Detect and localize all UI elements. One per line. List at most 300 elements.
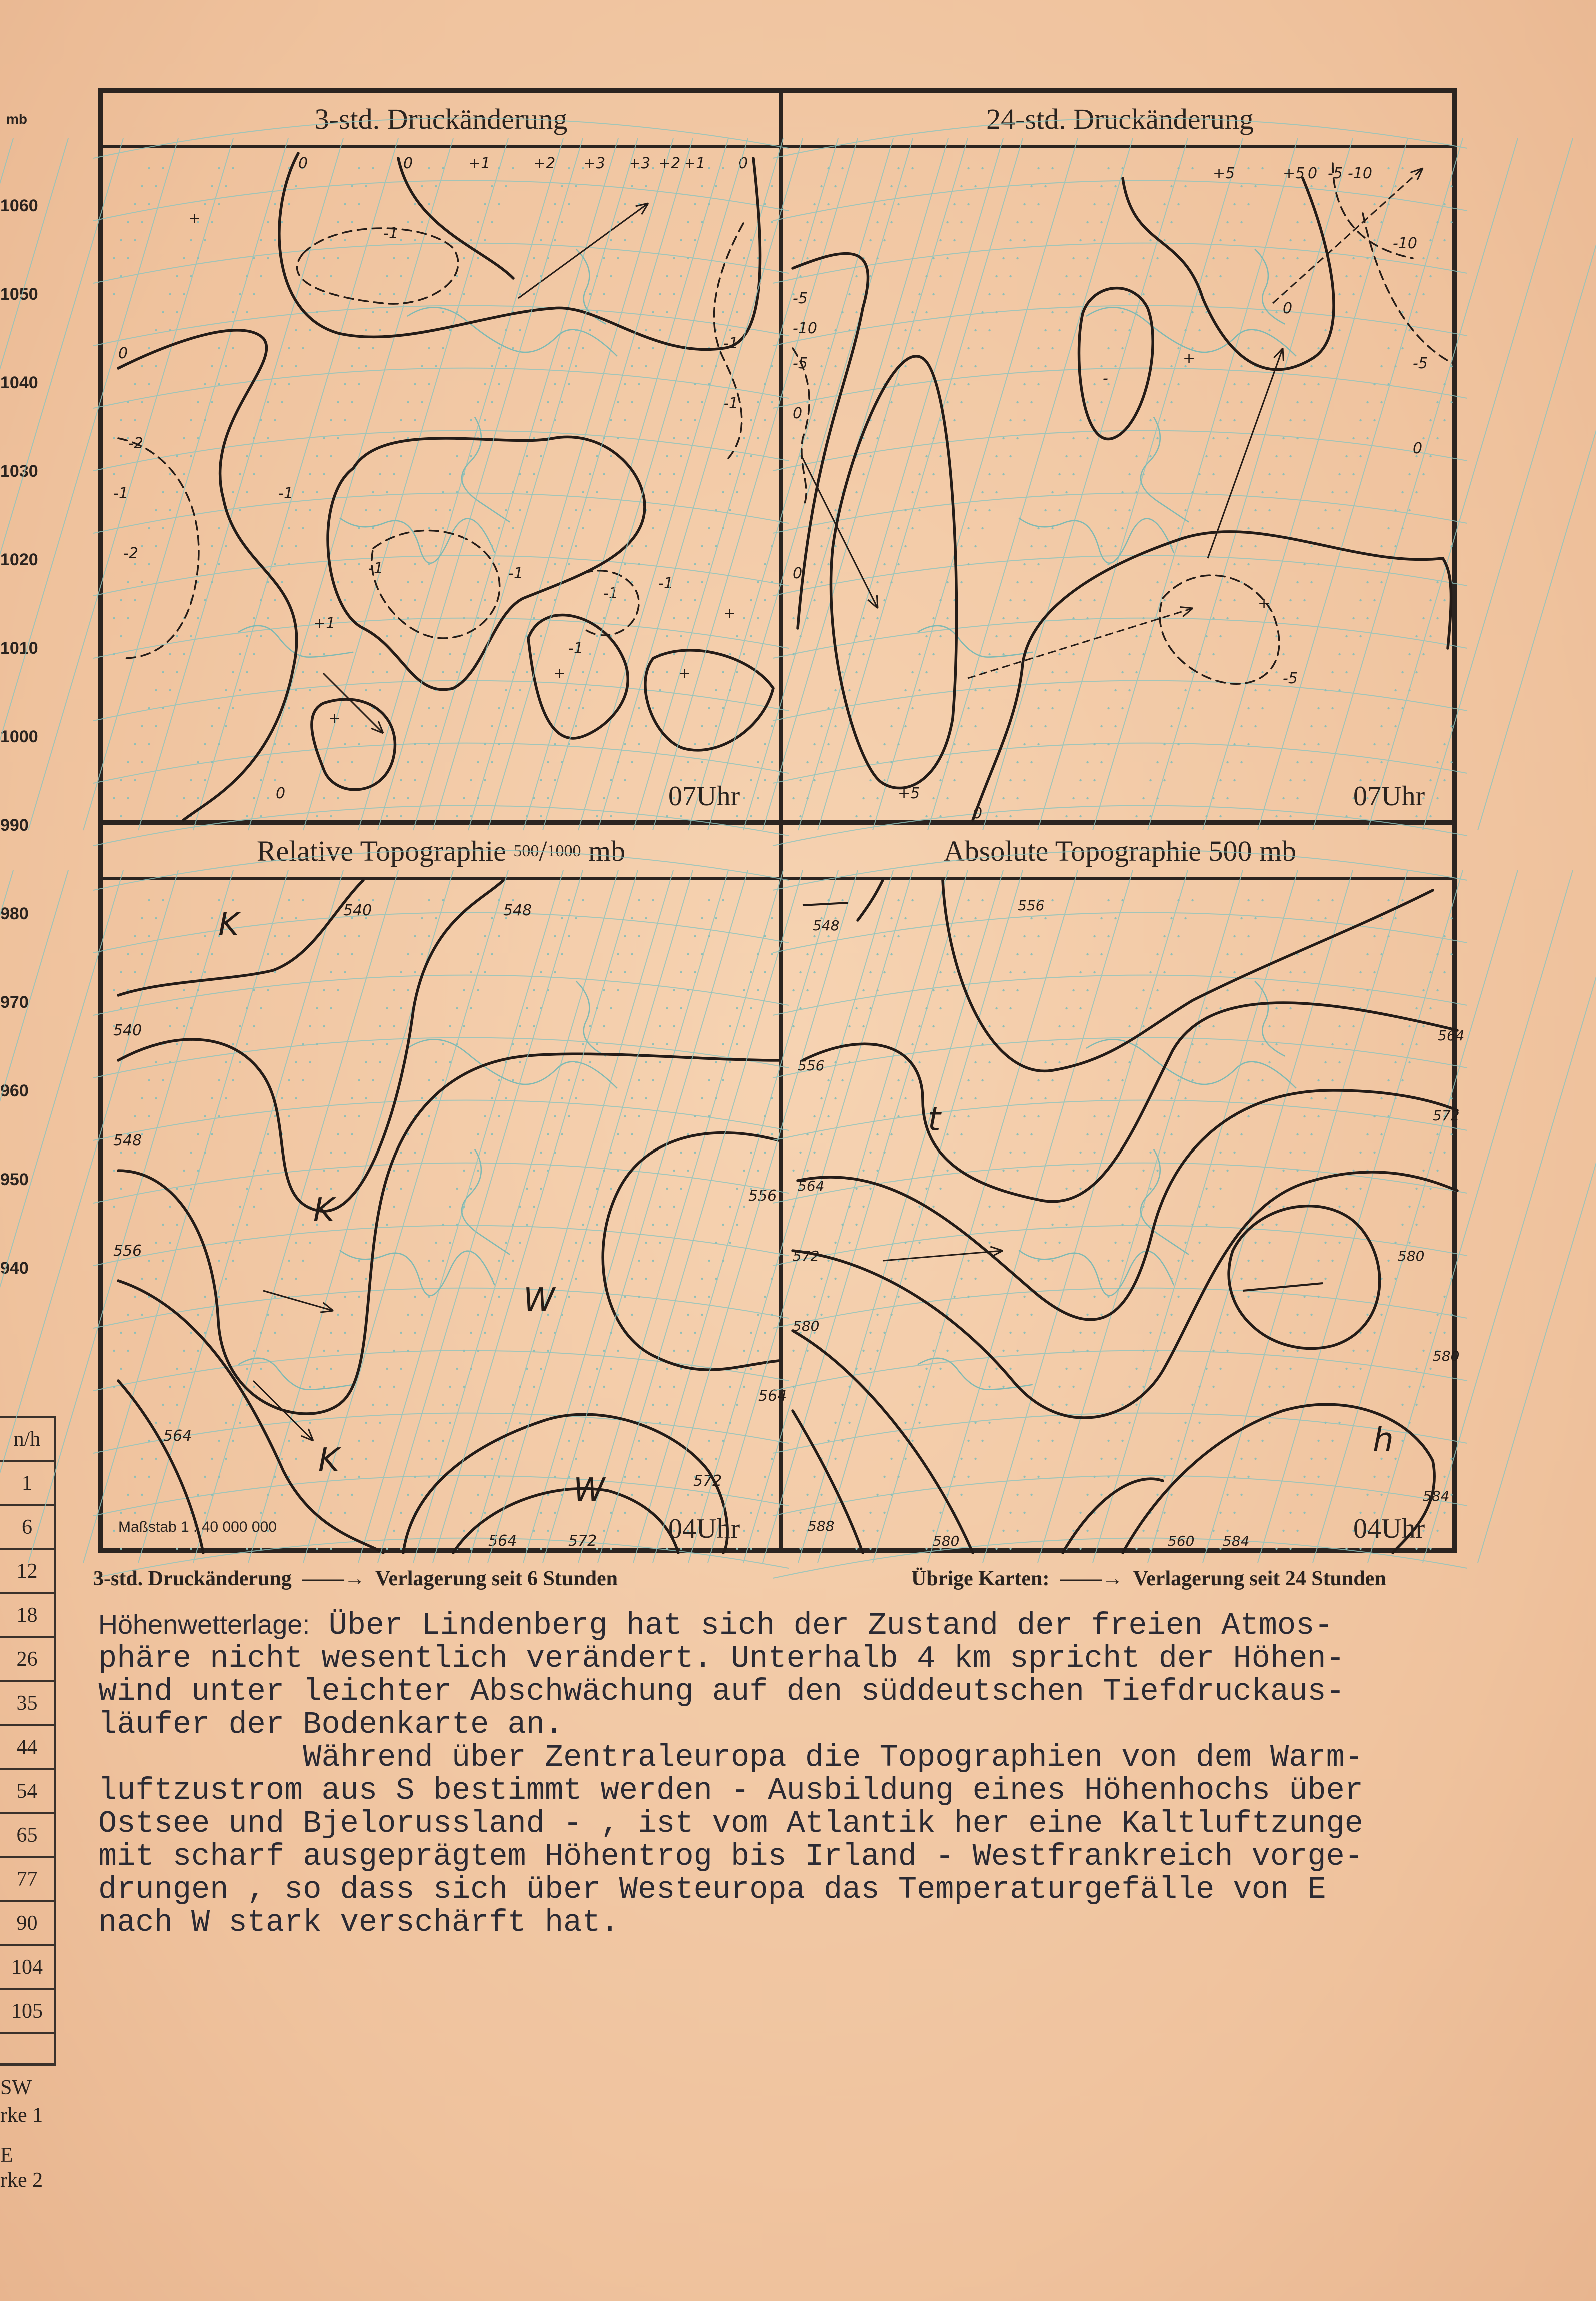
station-dot bbox=[1191, 671, 1193, 673]
station-dot bbox=[883, 203, 885, 205]
station-dot bbox=[281, 185, 283, 187]
station-dot bbox=[1002, 1206, 1004, 1208]
contour-label: -5 bbox=[1328, 165, 1343, 182]
station-dot bbox=[1429, 779, 1431, 781]
station-dot bbox=[792, 1386, 794, 1388]
station-dot bbox=[316, 491, 318, 493]
station-dot bbox=[715, 365, 717, 367]
station-dot bbox=[925, 1368, 927, 1370]
station-dot bbox=[393, 437, 395, 439]
station-dot bbox=[379, 689, 381, 691]
station-dot bbox=[890, 917, 892, 919]
contour-label: -1 bbox=[723, 395, 738, 412]
station-dot bbox=[764, 1476, 766, 1478]
meridian-line bbox=[1258, 138, 1463, 830]
station-dot bbox=[421, 953, 423, 955]
station-dot bbox=[771, 917, 773, 919]
station-dot bbox=[1107, 1260, 1109, 1262]
station-dot bbox=[547, 221, 549, 223]
station-dot bbox=[974, 725, 976, 727]
station-dot bbox=[1394, 509, 1396, 511]
displacement-arrow bbox=[883, 1251, 1003, 1261]
station-dot bbox=[1065, 275, 1067, 277]
station-dot bbox=[449, 473, 451, 475]
station-dot bbox=[1303, 599, 1305, 601]
station-dot bbox=[386, 1404, 388, 1406]
map-svg bbox=[103, 148, 779, 820]
wind-table-cell: 1 bbox=[0, 1462, 54, 1506]
meridian-line bbox=[413, 870, 618, 1563]
station-dot bbox=[190, 1188, 192, 1190]
station-dot bbox=[463, 1386, 465, 1388]
station-dot bbox=[1247, 167, 1249, 169]
station-dot bbox=[260, 635, 262, 637]
station-dot bbox=[309, 1242, 311, 1244]
station-dot bbox=[540, 1368, 542, 1370]
station-dot bbox=[1205, 815, 1207, 817]
station-dot bbox=[722, 707, 724, 709]
station-dot bbox=[1030, 1278, 1032, 1280]
station-dot bbox=[1093, 383, 1095, 385]
station-dot bbox=[155, 689, 157, 691]
station-dot bbox=[764, 203, 766, 205]
station-dot bbox=[372, 1404, 374, 1406]
station-dot bbox=[442, 1440, 444, 1442]
station-dot bbox=[1254, 1061, 1256, 1063]
station-dot bbox=[1289, 275, 1291, 277]
station-dot bbox=[1093, 971, 1095, 973]
station-dot bbox=[1023, 1332, 1025, 1334]
station-dot bbox=[295, 545, 297, 547]
station-dot bbox=[274, 971, 276, 973]
station-dot bbox=[1212, 653, 1214, 655]
station-dot bbox=[491, 401, 493, 403]
station-dot bbox=[225, 689, 227, 691]
station-dot bbox=[617, 1314, 619, 1316]
station-dot bbox=[400, 455, 402, 457]
station-dot bbox=[1184, 1422, 1186, 1424]
station-dot bbox=[1149, 971, 1151, 973]
station-dot bbox=[1023, 1476, 1025, 1478]
station-dot bbox=[1261, 671, 1263, 673]
station-dot bbox=[330, 275, 332, 277]
station-dot bbox=[659, 689, 661, 691]
station-dot bbox=[190, 239, 192, 241]
station-dot bbox=[470, 1188, 472, 1190]
station-dot bbox=[1023, 971, 1025, 973]
station-dot bbox=[771, 725, 773, 727]
station-dot bbox=[638, 935, 640, 937]
station-dot bbox=[491, 185, 493, 187]
station-dot bbox=[1030, 725, 1032, 727]
station-dot bbox=[477, 257, 479, 259]
wind-table-cell: 44 bbox=[0, 1726, 54, 1770]
contour-label: -1 bbox=[278, 485, 293, 502]
station-dot bbox=[757, 989, 759, 991]
contour-label: 564 bbox=[798, 1178, 825, 1194]
station-dot bbox=[176, 1188, 178, 1190]
station-dot bbox=[470, 1368, 472, 1370]
station-dot bbox=[568, 563, 570, 565]
station-dot bbox=[1030, 365, 1032, 367]
station-dot bbox=[995, 671, 997, 673]
station-dot bbox=[148, 347, 150, 349]
station-dot bbox=[981, 1440, 983, 1442]
station-dot bbox=[1324, 1422, 1326, 1424]
station-dot bbox=[1331, 707, 1333, 709]
station-dot bbox=[988, 509, 990, 511]
station-dot bbox=[1163, 563, 1165, 565]
station-dot bbox=[848, 1242, 850, 1244]
station-dot bbox=[498, 1115, 500, 1117]
station-dot bbox=[239, 1061, 241, 1063]
station-dot bbox=[939, 815, 941, 817]
station-dot bbox=[113, 1206, 115, 1208]
station-dot bbox=[918, 689, 920, 691]
station-dot bbox=[708, 527, 710, 529]
station-dot bbox=[1254, 185, 1256, 187]
station-dot bbox=[820, 1133, 822, 1135]
station-dot bbox=[512, 899, 514, 901]
station-dot bbox=[1058, 1025, 1060, 1027]
station-dot bbox=[953, 1332, 955, 1334]
station-dot bbox=[330, 1512, 332, 1514]
contour-label: - bbox=[1103, 370, 1108, 387]
station-dot bbox=[428, 383, 430, 385]
station-dot bbox=[1156, 989, 1158, 991]
station-dot bbox=[610, 1152, 612, 1154]
station-dot bbox=[1422, 1386, 1424, 1388]
station-dot bbox=[526, 1043, 528, 1045]
station-dot bbox=[904, 1278, 906, 1280]
station-dot bbox=[1401, 707, 1403, 709]
station-dot bbox=[652, 1043, 654, 1045]
station-dot bbox=[330, 971, 332, 973]
station-dot bbox=[1240, 1133, 1242, 1135]
station-dot bbox=[771, 545, 773, 547]
station-dot bbox=[799, 275, 801, 277]
station-dot bbox=[764, 743, 766, 745]
station-dot bbox=[729, 1242, 731, 1244]
station-dot bbox=[827, 347, 829, 349]
station-dot bbox=[939, 1368, 941, 1370]
station-dot bbox=[218, 1476, 220, 1478]
station-dot bbox=[141, 221, 143, 223]
station-dot bbox=[757, 1350, 759, 1352]
station-dot bbox=[1331, 347, 1333, 349]
station-dot bbox=[484, 1152, 486, 1154]
station-dot bbox=[253, 1386, 255, 1388]
station-dot bbox=[813, 239, 815, 241]
station-dot bbox=[1058, 473, 1060, 475]
station-dot bbox=[582, 707, 584, 709]
station-dot bbox=[1443, 935, 1445, 937]
station-dot bbox=[1289, 971, 1291, 973]
station-dot bbox=[946, 617, 948, 619]
air-mass-marker: K bbox=[318, 1442, 339, 1479]
contour-label: 0 bbox=[298, 155, 308, 172]
station-dot bbox=[540, 599, 542, 601]
station-dot bbox=[449, 293, 451, 295]
station-dot bbox=[575, 725, 577, 727]
station-dot bbox=[1205, 311, 1207, 313]
station-dot bbox=[708, 167, 710, 169]
station-dot bbox=[435, 917, 437, 919]
station-dot bbox=[981, 1260, 983, 1262]
station-dot bbox=[1436, 257, 1438, 259]
station-dot bbox=[1135, 1224, 1137, 1226]
station-dot bbox=[708, 1260, 710, 1262]
station-dot bbox=[281, 545, 283, 547]
station-dot bbox=[372, 491, 374, 493]
station-dot bbox=[1002, 1025, 1004, 1027]
station-dot bbox=[1205, 671, 1207, 673]
station-dot bbox=[1240, 761, 1242, 763]
station-dot bbox=[372, 1440, 374, 1442]
station-dot bbox=[372, 1079, 374, 1081]
station-dot bbox=[1289, 1332, 1291, 1334]
station-dot bbox=[1016, 989, 1018, 991]
station-dot bbox=[1121, 1260, 1123, 1262]
station-dot bbox=[1233, 1152, 1235, 1154]
station-dot bbox=[701, 221, 703, 223]
station-dot bbox=[631, 1278, 633, 1280]
station-dot bbox=[1240, 401, 1242, 403]
station-dot bbox=[155, 545, 157, 547]
station-dot bbox=[1093, 1296, 1095, 1298]
station-dot bbox=[617, 401, 619, 403]
station-dot bbox=[1282, 797, 1284, 799]
station-dot bbox=[841, 1404, 843, 1406]
station-dot bbox=[1037, 1440, 1039, 1442]
station-dot bbox=[176, 311, 178, 313]
station-dot bbox=[148, 1115, 150, 1117]
station-dot bbox=[554, 1476, 556, 1478]
station-dot bbox=[953, 1152, 955, 1154]
station-dot bbox=[148, 383, 150, 385]
contour-label: +1 bbox=[468, 155, 491, 172]
station-dot bbox=[1415, 1224, 1417, 1226]
station-dot bbox=[1310, 185, 1312, 187]
station-dot bbox=[953, 203, 955, 205]
station-dot bbox=[771, 1133, 773, 1135]
station-dot bbox=[799, 239, 801, 241]
station-dot bbox=[673, 617, 675, 619]
station-dot bbox=[120, 1152, 122, 1154]
station-dot bbox=[715, 1422, 717, 1424]
station-dot bbox=[603, 797, 605, 799]
station-dot bbox=[827, 1260, 829, 1262]
legend-left-arrow: Verlagerung seit 6 Stunden bbox=[375, 1567, 618, 1590]
station-dot bbox=[134, 779, 136, 781]
station-dot bbox=[1156, 221, 1158, 223]
station-dot bbox=[974, 1097, 976, 1099]
station-dot bbox=[1156, 437, 1158, 439]
station-dot bbox=[246, 1548, 248, 1550]
station-dot bbox=[316, 455, 318, 457]
station-dot bbox=[827, 1440, 829, 1442]
station-dot bbox=[1450, 1133, 1452, 1135]
station-dot bbox=[1254, 545, 1256, 547]
station-dot bbox=[449, 653, 451, 655]
station-dot bbox=[1142, 1025, 1144, 1027]
station-dot bbox=[1142, 1350, 1144, 1352]
station-dot bbox=[939, 635, 941, 637]
station-dot bbox=[344, 239, 346, 241]
station-dot bbox=[393, 293, 395, 295]
station-dot bbox=[484, 383, 486, 385]
station-dot bbox=[568, 347, 570, 349]
station-dot bbox=[309, 1025, 311, 1027]
station-dot bbox=[1352, 1350, 1354, 1352]
station-dot bbox=[645, 365, 647, 367]
station-dot bbox=[323, 257, 325, 259]
station-dot bbox=[1422, 293, 1424, 295]
station-dot bbox=[1156, 761, 1158, 763]
station-dot bbox=[750, 1368, 752, 1370]
station-dot bbox=[169, 473, 171, 475]
station-dot bbox=[855, 491, 857, 493]
station-dot bbox=[750, 239, 752, 241]
station-dot bbox=[673, 473, 675, 475]
station-dot bbox=[1303, 743, 1305, 745]
station-dot bbox=[1177, 383, 1179, 385]
station-dot bbox=[890, 1494, 892, 1496]
station-dot bbox=[148, 935, 150, 937]
station-dot bbox=[1359, 1368, 1361, 1370]
station-dot bbox=[554, 1512, 556, 1514]
station-dot bbox=[1086, 989, 1088, 991]
station-dot bbox=[1184, 1097, 1186, 1099]
station-dot bbox=[141, 725, 143, 727]
station-dot bbox=[113, 1170, 115, 1172]
station-dot bbox=[1380, 761, 1382, 763]
station-dot bbox=[120, 1188, 122, 1190]
station-dot bbox=[792, 1025, 794, 1027]
station-dot bbox=[799, 815, 801, 817]
station-dot bbox=[526, 815, 528, 817]
station-dot bbox=[183, 653, 185, 655]
station-dot bbox=[827, 527, 829, 529]
contour-label: 580 bbox=[1433, 1348, 1460, 1364]
station-dot bbox=[232, 1260, 234, 1262]
station-dot bbox=[638, 347, 640, 349]
wind-table-cell: 105 bbox=[0, 1990, 54, 2034]
station-dot bbox=[743, 1350, 745, 1352]
station-dot bbox=[211, 1314, 213, 1316]
station-dot bbox=[708, 1079, 710, 1081]
station-dot bbox=[1359, 599, 1361, 601]
station-dot bbox=[344, 1296, 346, 1298]
station-dot bbox=[533, 797, 535, 799]
station-dot bbox=[925, 815, 927, 817]
station-dot bbox=[610, 815, 612, 817]
station-dot bbox=[1436, 437, 1438, 439]
station-dot bbox=[820, 1278, 822, 1280]
station-dot bbox=[407, 1314, 409, 1316]
panel-24h-title: 24-std. Druckänderung bbox=[783, 93, 1457, 148]
station-dot bbox=[1107, 167, 1109, 169]
station-dot bbox=[666, 1188, 668, 1190]
station-dot bbox=[344, 1512, 346, 1514]
contour-label: 572 bbox=[568, 1532, 597, 1550]
station-dot bbox=[1443, 239, 1445, 241]
station-dot bbox=[883, 599, 885, 601]
station-dot bbox=[1219, 815, 1221, 817]
station-dot bbox=[1114, 545, 1116, 547]
station-dot bbox=[1303, 1332, 1305, 1334]
station-dot bbox=[1387, 563, 1389, 565]
station-dot bbox=[253, 1350, 255, 1352]
station-dot bbox=[1051, 1260, 1053, 1262]
station-dot bbox=[911, 1079, 913, 1081]
station-dot bbox=[253, 617, 255, 619]
station-dot bbox=[540, 779, 542, 781]
station-dot bbox=[680, 599, 682, 601]
station-dot bbox=[1261, 707, 1263, 709]
meridian-line bbox=[1038, 138, 1243, 830]
contour-label: +2 bbox=[533, 155, 556, 172]
station-dot bbox=[1289, 239, 1291, 241]
station-dot bbox=[1219, 779, 1221, 781]
station-dot bbox=[358, 1476, 360, 1478]
station-dot bbox=[1240, 1458, 1242, 1460]
station-dot bbox=[652, 1440, 654, 1442]
station-dot bbox=[1226, 1350, 1228, 1352]
station-dot bbox=[750, 1548, 752, 1550]
station-dot bbox=[519, 689, 521, 691]
station-dot bbox=[267, 437, 269, 439]
station-dot bbox=[295, 917, 297, 919]
station-dot bbox=[148, 899, 150, 901]
station-dot bbox=[1352, 293, 1354, 295]
contour-label: 572 bbox=[793, 1248, 820, 1264]
station-dot bbox=[904, 1061, 906, 1063]
station-dot bbox=[1443, 1152, 1445, 1154]
map-svg bbox=[783, 880, 1465, 1553]
meridian-line bbox=[0, 138, 13, 830]
station-dot bbox=[981, 1224, 983, 1226]
station-dot bbox=[519, 1242, 521, 1244]
station-dot bbox=[645, 1422, 647, 1424]
contour-label: +3 bbox=[583, 155, 606, 172]
station-dot bbox=[981, 491, 983, 493]
station-dot bbox=[358, 527, 360, 529]
station-dot bbox=[1275, 275, 1277, 277]
station-dot bbox=[1205, 1043, 1207, 1045]
station-dot bbox=[1009, 1007, 1011, 1009]
station-dot bbox=[757, 797, 759, 799]
contour-label: -5 bbox=[793, 290, 808, 307]
station-dot bbox=[393, 1350, 395, 1352]
station-dot bbox=[610, 455, 612, 457]
station-dot bbox=[225, 1061, 227, 1063]
station-dot bbox=[750, 635, 752, 637]
station-dot bbox=[260, 275, 262, 277]
contour-label: 0 bbox=[1413, 440, 1423, 457]
station-dot bbox=[589, 653, 591, 655]
station-dot bbox=[1296, 1314, 1298, 1316]
station-dot bbox=[1345, 635, 1347, 637]
station-dot bbox=[925, 1224, 927, 1226]
station-dot bbox=[365, 545, 367, 547]
station-dot bbox=[1324, 689, 1326, 691]
station-dot bbox=[470, 1512, 472, 1514]
station-dot bbox=[1051, 311, 1053, 313]
station-dot bbox=[1198, 1206, 1200, 1208]
station-dot bbox=[687, 953, 689, 955]
station-dot bbox=[1058, 293, 1060, 295]
